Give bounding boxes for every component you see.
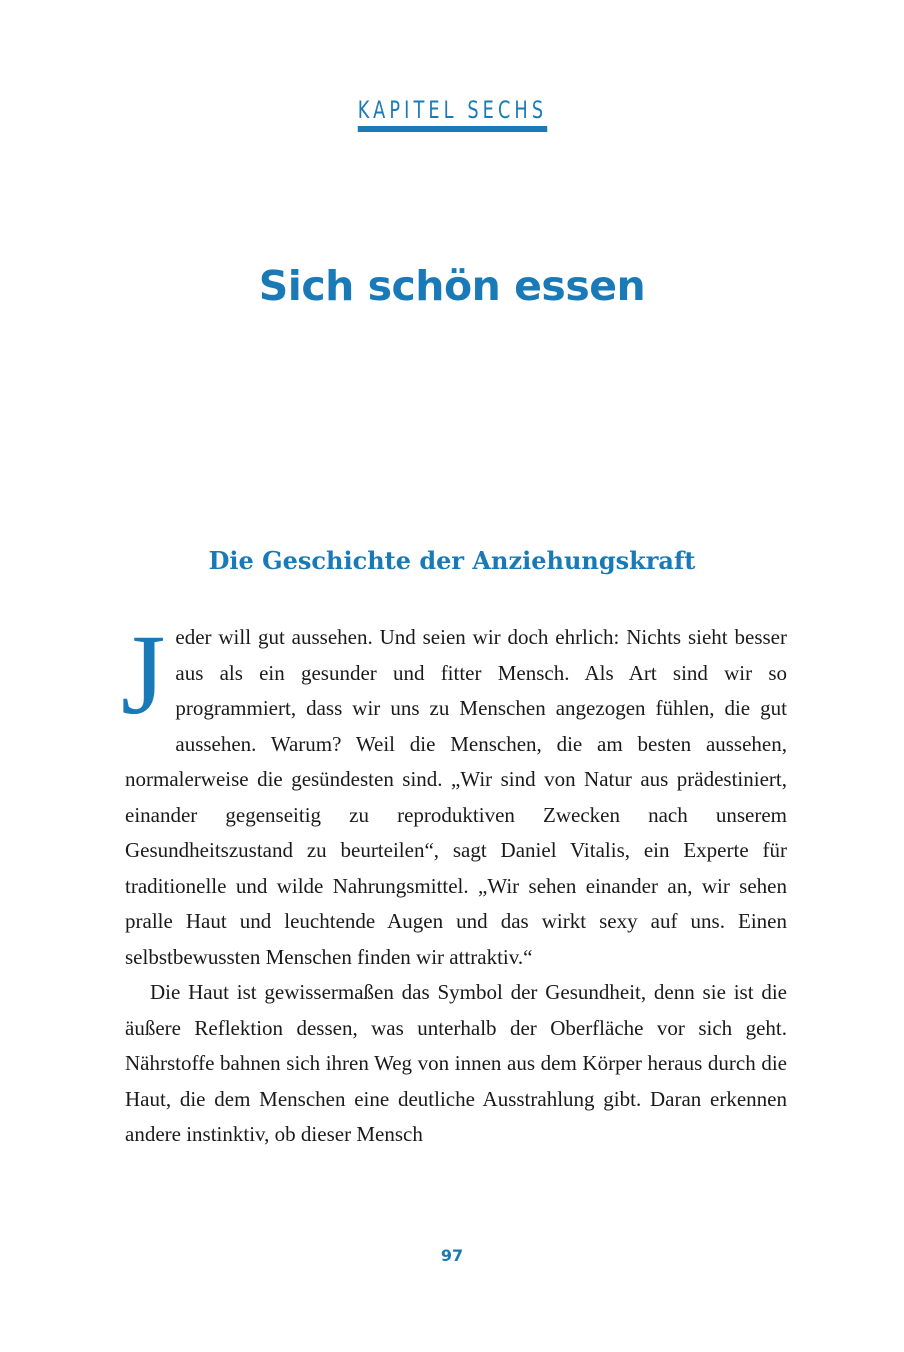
section-heading: Die Geschichte der Anziehungskraft [208, 546, 696, 575]
chapter-title: Sich schön essen [258, 262, 646, 310]
chapter-label-text: KAPITEL SECHS [357, 96, 546, 132]
page-number: 97 [440, 1246, 464, 1265]
drop-cap: J [121, 611, 166, 738]
paragraph-1 [121, 611, 787, 975]
paragraph-2: Die Haut ist gewissermaßen das Symbol der Gesundheit, denn sie ist die äußere Reflektion dessen, was unterhalb der Oberfläche vor sich geht. Nährstoffe bahnen sich ihren Weg von innen aus dem Körper heraus durch die Haut, die dem Menschen eine deutliche Ausstrahlung gibt. Daran erkennen andere instinktiv, ob dieser Mensch [125, 980, 787, 1146]
body-text [121, 611, 787, 1153]
chapter-label [0, 96, 904, 132]
paragraph-1-text: eder will gut aussehen. Und seien wir doch ehrlich: Nichts sieht besser aus als ein gesunder und fitter Mensch. Als Art sind wir so programmiert, dass wir uns zu Menschen angezogen fühlen, die gut aussehen. Warum? Weil die Menschen, die am besten aussehen, normalerweise die gesündesten sind. „Wir sind von Natur aus prädestiniert, einander gegenseitig zu reproduktiven Zwecken nach unserem Gesundheitszustand zu beurteilen“, sagt Daniel Vitalis, ein Experte für traditionelle und wilde Nahrungsmittel. „Wir sehen einander an, wir sehen pralle Haut und leuchtende Augen und das wirkt sexy auf uns. Einen selbstbewussten Menschen finden wir attraktiv.“ [125, 625, 787, 969]
